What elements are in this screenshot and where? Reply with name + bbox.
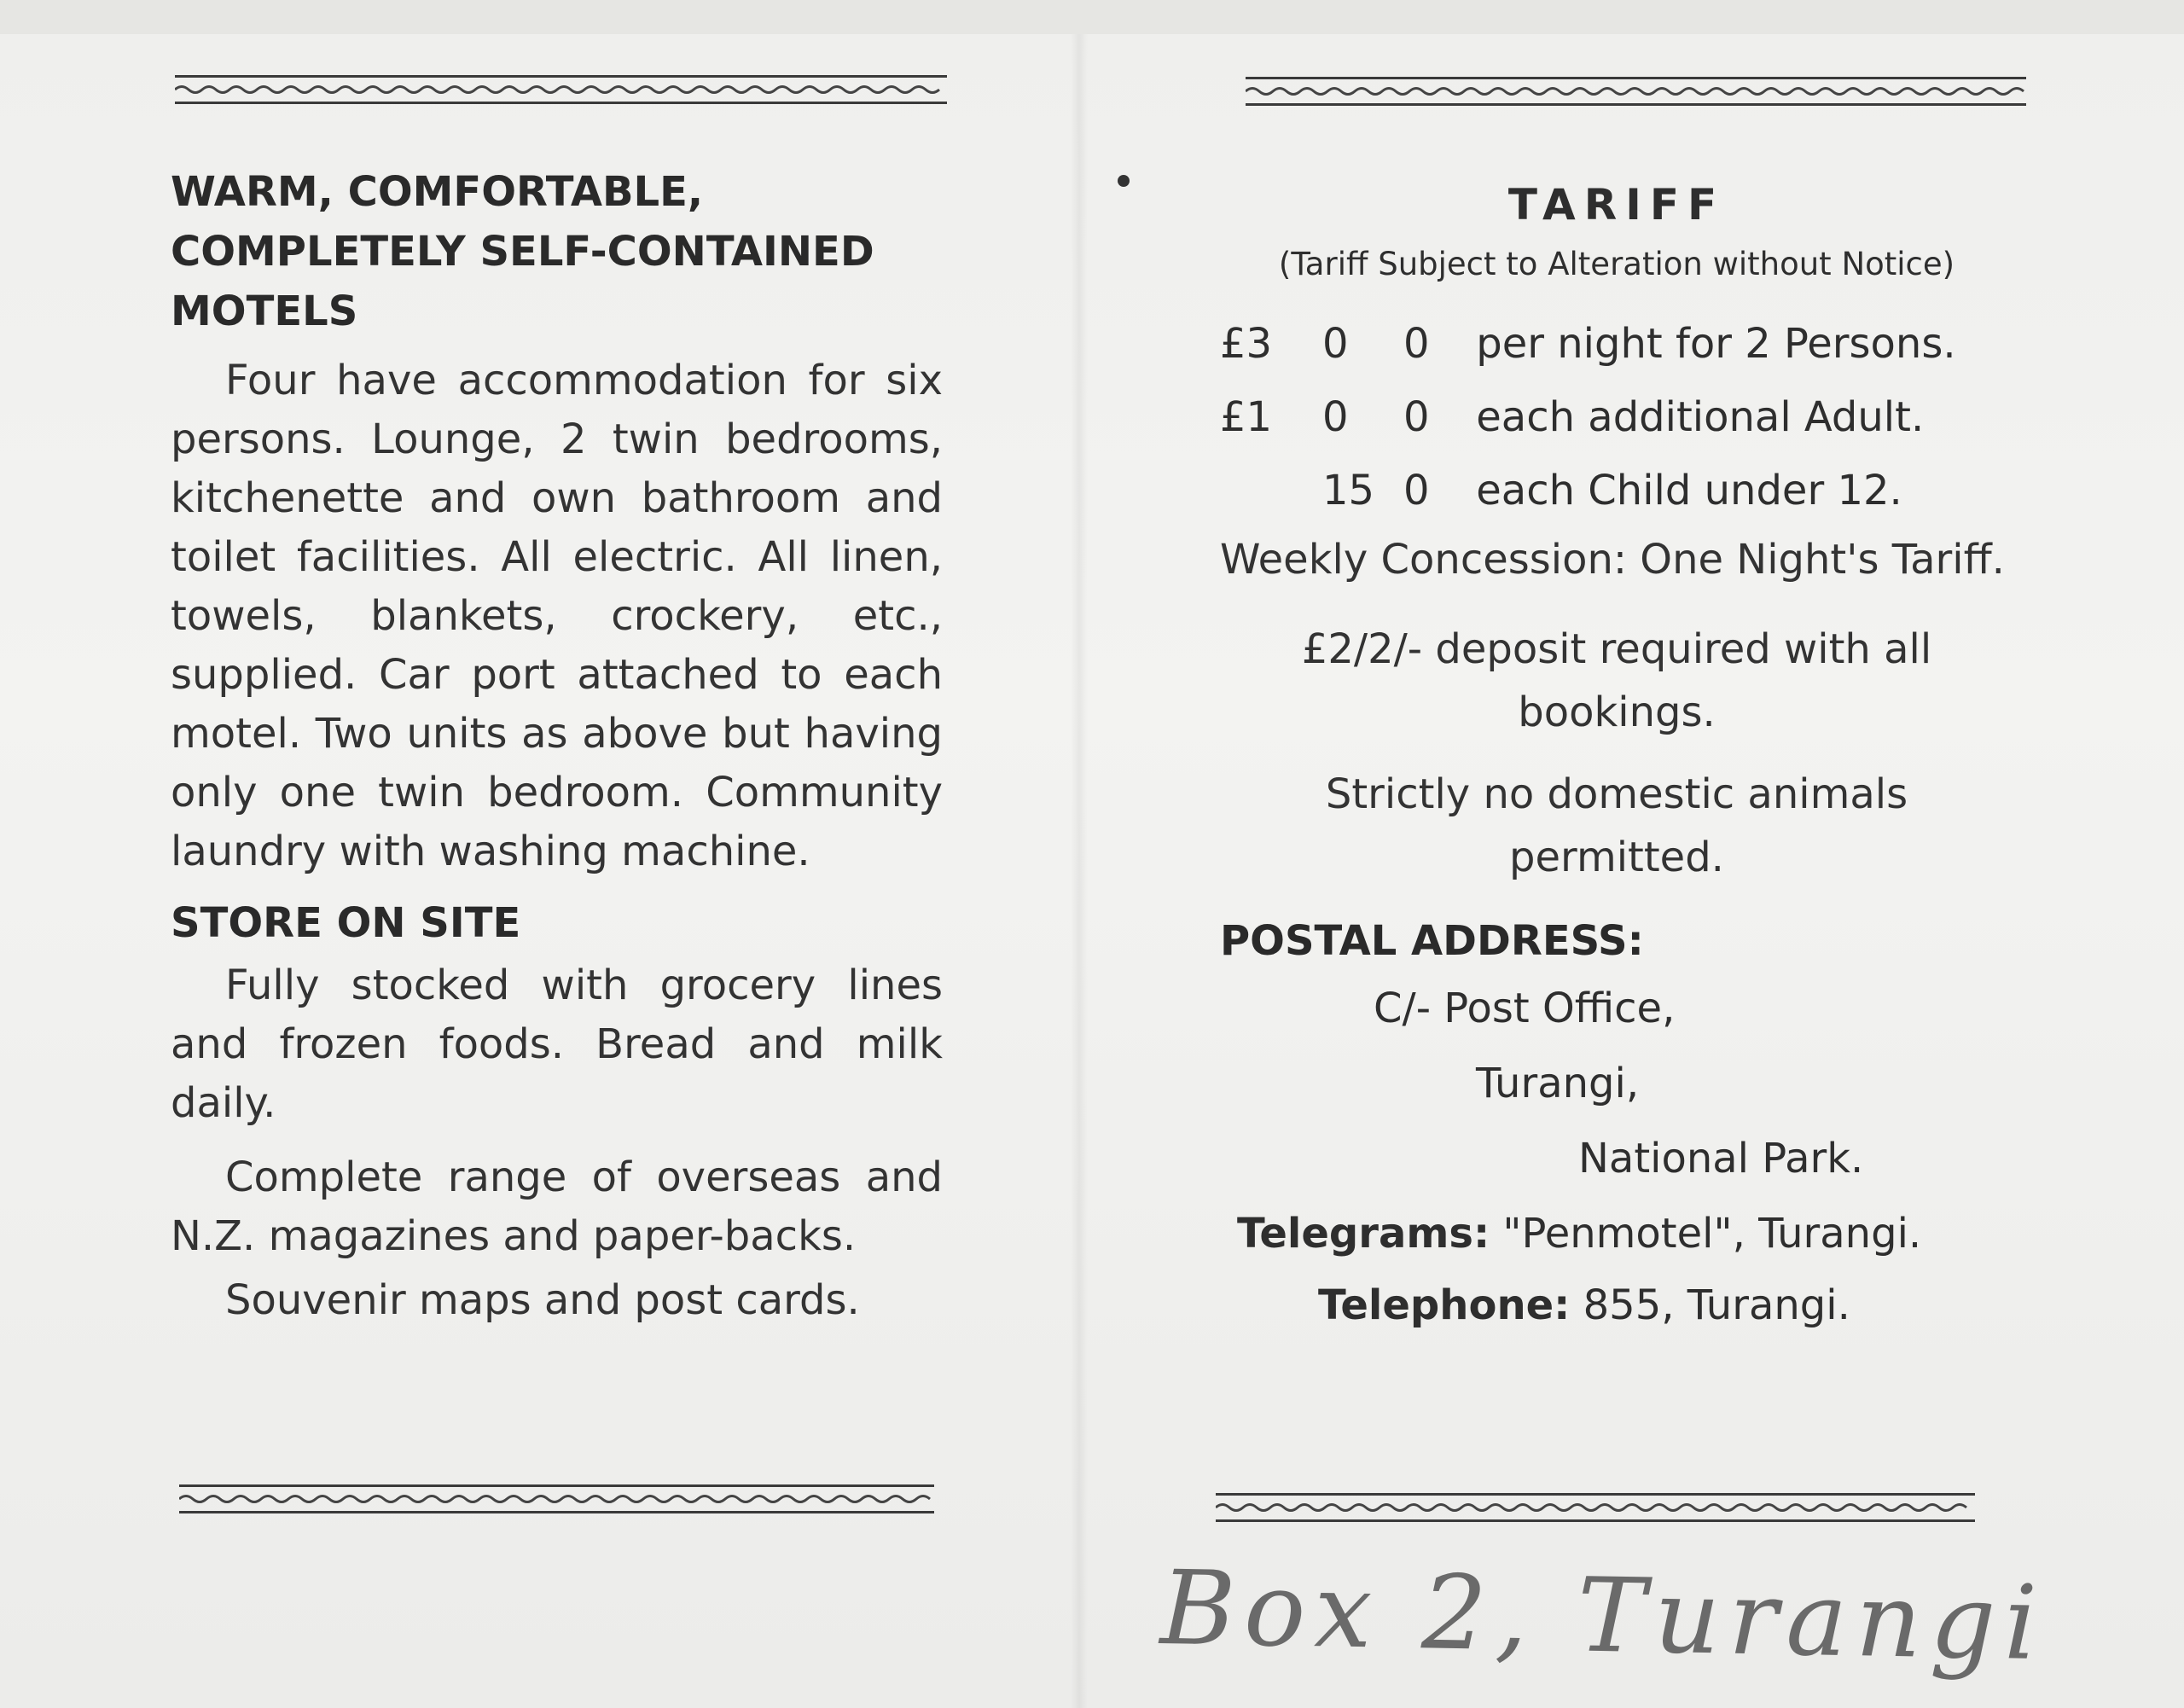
telegrams-label: Telegrams: <box>1237 1210 1490 1258</box>
rate-pounds: £3 <box>1220 320 1273 368</box>
bottom-left-rule <box>179 1484 934 1513</box>
rate-row <box>1220 307 2013 381</box>
background-strip <box>0 0 2184 34</box>
rate-shillings: 0 <box>1322 393 1349 441</box>
rate-desc: each Child under 12. <box>1476 467 1902 514</box>
top-left-rule <box>175 75 947 104</box>
rate-pence: 0 <box>1403 467 1430 514</box>
heading-line-2: COMPLETELY SELF-CONTAINED <box>171 228 874 276</box>
handwritten-note: Box 2, Turangi <box>1159 1548 2047 1684</box>
tariff-note: (Tariff Subject to Alteration without Notice) <box>1278 246 1955 282</box>
address-line-3: National Park. <box>1578 1135 1864 1182</box>
address-line-2: Turangi, <box>1476 1060 1640 1107</box>
weekly-concession: Weekly Concession: One Night's Tariff. <box>1220 536 2005 584</box>
souvenirs-text: Souvenir maps and post cards. <box>225 1276 860 1324</box>
rate-pence: 0 <box>1403 393 1430 441</box>
rate-shillings: 0 <box>1322 320 1349 368</box>
store-heading: STORE ON SITE <box>171 899 521 947</box>
rate-row <box>1220 454 2013 527</box>
rate-row <box>1220 381 2013 454</box>
punch-dot <box>1118 175 1130 187</box>
store-text: Fully stocked with grocery lines and frozen foods. Bread and milk daily. <box>171 961 943 1127</box>
heading-line-3: MOTELS <box>171 288 358 335</box>
rate-desc: each additional Adult. <box>1476 393 1925 441</box>
telephone-line <box>1318 1271 2013 1339</box>
rate-pounds: £1 <box>1220 393 1273 441</box>
magazines-text: Complete range of overseas and N.Z. magazines and paper-backs. <box>171 1153 943 1260</box>
telephone-label: Telephone: <box>1318 1281 1571 1329</box>
accommodation-text: Four have accommodation for six persons. Lounge, 2 twin bedrooms, kitchenette and own bathroom and toilet facilities. All electric. All linen, towels, blankets, crockery, etc., supplied. Car port attached to each motel. Two units as above but having only one twin bedroom. Community laundry with washing machine. <box>171 357 943 875</box>
rates-list <box>1220 307 2013 527</box>
left-panel <box>171 162 943 1330</box>
animals-text: Strictly no domestic animals permitted. <box>1325 770 1908 881</box>
rate-desc: per night for 2 Persons. <box>1476 320 1956 368</box>
telephone-value: 855, Turangi. <box>1583 1281 1850 1329</box>
heading-line-1: WARM, COMFORTABLE, <box>171 168 704 216</box>
center-fold <box>1071 34 1088 1708</box>
tariff-title: TARIFF <box>1507 180 1726 229</box>
telegrams-value: "Penmotel", Turangi. <box>1502 1210 1922 1258</box>
top-right-rule <box>1246 77 2026 106</box>
rate-pence: 0 <box>1403 320 1430 368</box>
bottom-right-rule <box>1216 1493 1975 1522</box>
address-line-1: C/- Post Office, <box>1374 985 1676 1032</box>
telegrams-line <box>1237 1196 2013 1271</box>
right-panel <box>1220 171 2013 1339</box>
deposit-text: £2/2/- deposit required with all bookings. <box>1301 625 1932 736</box>
rate-shillings: 15 <box>1322 467 1375 514</box>
postal-heading: POSTAL ADDRESS: <box>1220 917 1644 965</box>
